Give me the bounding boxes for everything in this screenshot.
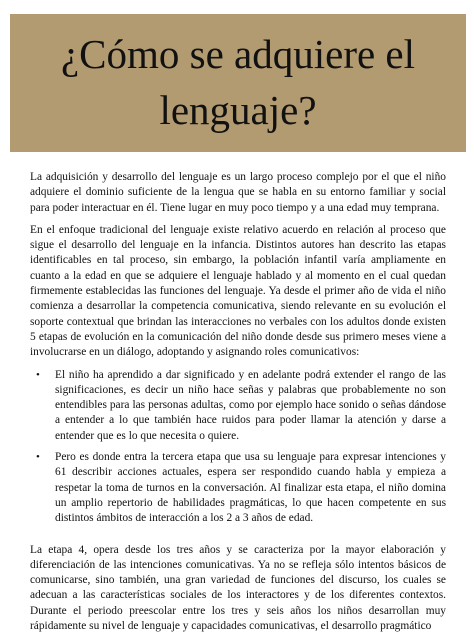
list-item [36, 368, 446, 444]
list-item-text: El niño ha aprendido a dar significado y en adelante podrá extender el rango de las significaciones, es decir un niño hace señas y palabras que probablemente no son entendibles para las personas adultas, como por ejemplo hace sonido o señas dándose a entender a lo que también hace ruidos para poder llamar la atención y darse a entender que es lo que necesita o quiere. [55, 368, 446, 442]
bullet-icon: • [36, 451, 40, 464]
paragraph-stage-four: La etapa 4, opera desde los tres años y se caracteriza por la mayor elaboración y diferenciación de las intenciones comunicativas. Ya no se refleja sólo intentos básicos de comunicarse, sino también, una gran variedad de funciones del discurso, los cuales se adecuan a las características sociales de los interactores y de los diferentes contextos. Durante el periodo preescolar entre los tres y seis años los niños desarrollan muy rápidamente su nivel de lenguaje y capacidades comunicativas, el desarrollo pragmático [30, 543, 446, 633]
header [0, 0, 474, 158]
stages-list [30, 368, 446, 527]
page-title: ¿Cómo se adquiere el lenguaje? [60, 31, 416, 133]
paragraph-intro: La adquisición y desarrollo del lenguaje es un largo proceso complejo por el que el niño adquiere el dominio suficiente de la lengua que se habla en su entorno familiar y social para poder interactuar en él. Tiene lugar en muy poco tiempo y a una edad muy temprana. [30, 171, 446, 214]
bullet-icon: • [36, 368, 40, 381]
document-body [30, 170, 446, 641]
list-item-text: Pero es donde entra la tercera etapa que usa su lenguaje para expresar intenciones y 61 describir acciones actuales, espera ser respondido cuando habla y empieza a respetar la toma de turnos en la conversación. Al finalizar esta etapa, el niño domina un amplio repertorio de habilidades pragmáticas, lo que hacen competente en sus distintos ámbitos de interacción a los 2 a 3 años de edad. [55, 451, 446, 525]
list-item [36, 450, 446, 526]
paragraph-traditional-approach: En el enfoque tradicional del lenguaje existe relativo acuerdo en relación al proceso que sigue el desarrollo del lenguaje en la infancia. Distintos autores han descrito las etapas identificables en tal proceso, sin embargo, la población infantil varía ampliamente en cuanto a la edad en que se adquiere el lenguaje hablado y al momento en el cual quedan firmemente establecidas las funciones del lenguaje. Ya desde el primer año de vida el niño comienza a desarrollar la competencia comunicativa, siendo relevante en su evolución el soporte contextual que brindan las interacciones no verbales con los adultos donde existen 5 etapas de evolución en la comunicación del niño donde desde sus primero meses viene a involucrarse en un diálogo, adoptando y asignando roles comunicativos: [30, 223, 446, 359]
